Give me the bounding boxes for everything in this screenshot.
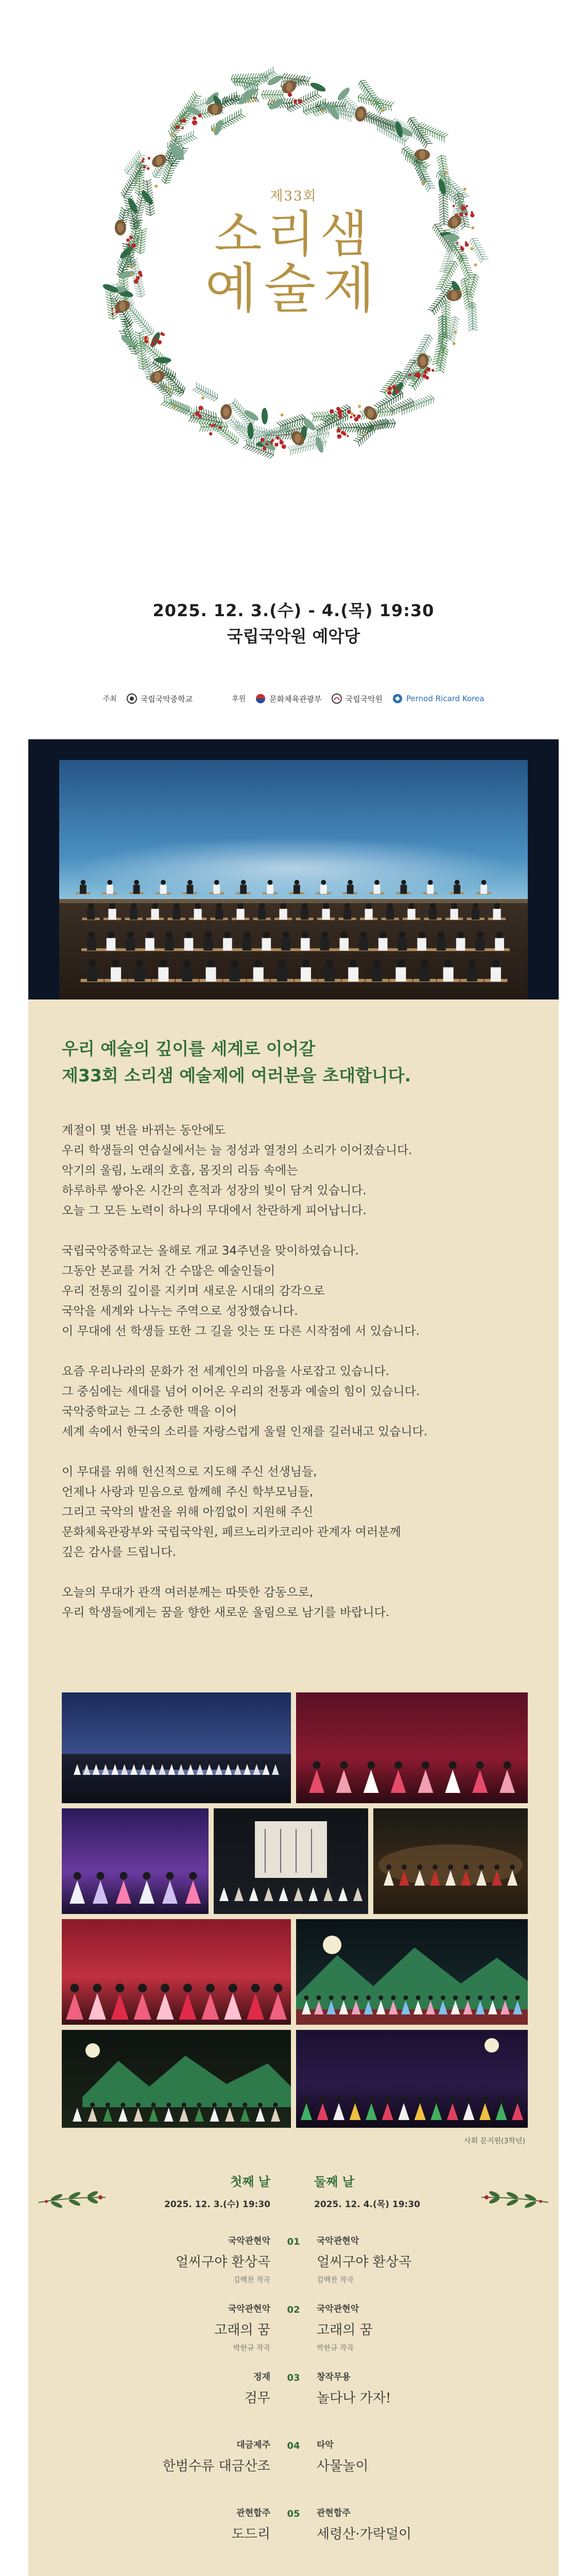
day1-title: 첫째 날 <box>230 2175 270 2189</box>
photo-mountain-stage <box>296 1919 528 2025</box>
performance-photo-collage <box>62 1692 528 2128</box>
photo-fan-dance-image <box>62 1919 291 2025</box>
headline-line-1: 우리 예술의 깊이를 세계로 이어갈 <box>62 1039 316 1059</box>
letter-line: 우리 전통의 깊이를 지키며 새로운 시대의 감각으로 <box>62 1284 325 1298</box>
program-row <box>28 2573 559 2576</box>
program-number: 05 <box>287 2509 300 2519</box>
day2-item <box>317 2301 502 2353</box>
genre-label: 국악관현악 <box>317 2236 359 2246</box>
genre-label: 국악관현악 <box>228 2236 270 2246</box>
edition-label: 제33회 <box>270 189 317 204</box>
supporter-name-2: 국립국악원 <box>345 694 383 704</box>
photo-screen-performers-image <box>62 2030 291 2128</box>
genre-label: 대금제주 <box>236 2440 270 2450</box>
genre-label: 국악관현악 <box>228 2304 270 2314</box>
nationalgugak-logo-icon <box>331 693 342 704</box>
event-date: 2025. 12. 3.(수) - 4.(목) 19:30 <box>152 601 435 620</box>
program-row <box>28 2301 559 2363</box>
program-row <box>28 2233 559 2295</box>
photo-screen-ensemble <box>214 1808 368 1914</box>
collage-caption: 사회 문지원(3학년) <box>464 2137 525 2145</box>
letter-line: 그 중심에는 세대를 넘어 이어온 우리의 전통과 예술의 힘이 있습니다. <box>62 1385 420 1398</box>
holly-sprig-icon <box>479 2182 551 2213</box>
composer-credit: 김백찬 작곡 <box>233 2276 270 2284</box>
program-number: 02 <box>287 2304 300 2315</box>
letter-line: 하루하루 쌓아온 시간의 흔적과 성장의 빛이 담겨 있습니다. <box>62 1184 367 1197</box>
letter-line: 세계 속에서 한국의 소리를 자랑스럽게 울릴 인재를 길러내고 있습니다. <box>62 1425 428 1438</box>
letter-paragraph-1 <box>62 1121 536 1221</box>
letter-line: 오늘의 무대가 관객 여러분께는 따뜻한 감동으로, <box>62 1586 314 1599</box>
photo-screen-performers <box>62 2030 291 2128</box>
piece-title: 세령산·가락덜이 <box>317 2527 412 2542</box>
support-label: 후원 <box>232 695 246 703</box>
genre-label: 창작무용 <box>317 2372 351 2382</box>
title-line-2: 예술제 <box>205 257 382 320</box>
letter-line: 악기의 울림, 노래의 호흡, 몸짓의 리듬 속에는 <box>62 1164 298 1177</box>
pernod-logo-icon <box>392 693 403 704</box>
letter-line: 우리 학생들의 연습실에서는 늘 정성과 열정의 소리가 이어졌습니다. <box>62 1144 412 1157</box>
genre-label: 관현합주 <box>317 2508 351 2518</box>
letter-paragraph-2 <box>62 1241 536 1342</box>
composer-credit: 박한규 작곡 <box>317 2344 354 2352</box>
host-logo <box>126 693 193 704</box>
photo-dance-purple <box>62 1808 209 1914</box>
day2-date: 2025. 12. 4.(목) 19:30 <box>314 2199 421 2210</box>
day1-date: 2025. 12. 3.(수) 19:30 <box>164 2199 270 2210</box>
letter-line: 국악중학교는 그 소중한 맥을 이어 <box>62 1405 237 1418</box>
photo-percussion-image <box>373 1808 528 1914</box>
headline-line-2: 제33회 소리샘 예술제에 여러분을 초대합니다. <box>62 1065 411 1086</box>
photo-mountain-stage-image <box>296 1919 528 2025</box>
supporter-logo-1 <box>255 693 321 704</box>
piece-title: 검무 <box>244 2391 270 2406</box>
letter-line: 이 무대를 위해 헌신적으로 지도해 주신 선생님들, <box>62 1465 317 1479</box>
letter-paragraph-4 <box>62 1462 536 1563</box>
piece-title: 얼씨구야 환상곡 <box>317 2255 412 2270</box>
letter-line: 국립국악중학교는 올해로 개교 34주년을 맞이하였습니다. <box>62 1244 359 1258</box>
day2-item <box>317 2505 502 2543</box>
piece-title: 놀다나 가자! <box>317 2391 391 2406</box>
piece-title: 한범수류 대금산조 <box>162 2459 270 2474</box>
hero-section <box>0 0 587 572</box>
genre-label: 국악관현악 <box>317 2304 359 2314</box>
photo-percussion <box>373 1808 528 1914</box>
letter-line: 그동안 본교를 거쳐 간 수많은 예술인들이 <box>62 1264 275 1278</box>
photo-screen-ensemble-image <box>214 1808 368 1914</box>
invitation-letter <box>62 1121 536 1643</box>
program-number: 01 <box>287 2236 300 2247</box>
host-name: 국립국악중학교 <box>140 694 193 704</box>
day2-title: 둘째 날 <box>314 2175 354 2189</box>
genre-label <box>85 2573 270 2576</box>
event-title-block <box>0 185 587 320</box>
letter-paragraph-3 <box>62 1362 536 1442</box>
supporter-logo-2 <box>331 693 383 704</box>
day1-item <box>85 2369 270 2406</box>
piece-title: 고래의 꿈 <box>317 2323 373 2338</box>
day1-item <box>85 2437 270 2475</box>
day2-header <box>314 2172 427 2210</box>
ministry-logo-icon <box>255 693 266 704</box>
piece-title: 얼씨구야 환상곡 <box>175 2255 270 2270</box>
program-row <box>28 2437 559 2499</box>
event-venue: 국립국악원 예악당 <box>227 626 360 646</box>
title-line-1: 소리샘 <box>214 206 373 263</box>
photo-drama-stage-image <box>296 2030 528 2128</box>
piece-title: 도드리 <box>231 2527 270 2542</box>
photo-dance-red-image <box>296 1692 528 1803</box>
supporter-logo-3 <box>392 693 484 704</box>
piece-title: 사물놀이 <box>317 2459 369 2474</box>
photo-drama-stage <box>296 2030 528 2128</box>
day1-item <box>85 2573 270 2576</box>
holly-sprig-icon <box>36 2182 108 2213</box>
program-list <box>28 2172 559 2576</box>
school-seal-icon <box>126 693 137 704</box>
host-label: 주최 <box>102 695 117 703</box>
day1-item <box>85 2505 270 2543</box>
letter-line: 요즘 우리나라의 문화가 전 세계인의 마음을 사로잡고 있습니다. <box>62 1365 390 1378</box>
orchestra-stage-image <box>28 739 559 999</box>
genre-label: 관현합주 <box>236 2508 270 2518</box>
orchestra-photo <box>28 739 559 999</box>
letter-line: 오늘 그 모든 노력이 하나의 무대에서 찬란하게 피어납니다. <box>62 1204 367 1217</box>
program-row <box>28 2369 559 2431</box>
letter-line: 깊은 감사를 드립니다. <box>62 1546 176 1559</box>
program-number: 03 <box>287 2372 300 2383</box>
supporter-name-3: Pernod Ricard Korea <box>406 694 485 703</box>
genre-label <box>317 2573 502 2576</box>
letter-line: 이 무대에 선 학생들 또한 그 길을 잇는 또 다른 시작점에 서 있습니다. <box>62 1325 420 1338</box>
day2-item <box>317 2369 502 2406</box>
genre-label: 타악 <box>317 2440 334 2450</box>
sponsor-bar <box>0 693 587 704</box>
letter-line: 계절이 몇 번을 바뀌는 동안에도 <box>62 1124 226 1137</box>
letter-line: 언제나 사랑과 믿음으로 함께해 주신 학부모님들, <box>62 1485 314 1499</box>
photo-orchestra-blue <box>62 1692 291 1803</box>
program-number: 04 <box>287 2441 300 2451</box>
letter-line: 국악을 세계와 나누는 주역으로 성장했습니다. <box>62 1304 298 1318</box>
day2-item <box>317 2233 502 2285</box>
invitation-headline <box>62 1036 411 1089</box>
invitation-panel <box>28 739 559 2576</box>
genre-label: 정재 <box>253 2372 270 2382</box>
photo-fan-dance <box>62 1919 291 2025</box>
day1-header <box>157 2172 270 2210</box>
photo-dance-red <box>296 1692 528 1803</box>
day2-item <box>317 2573 502 2576</box>
day1-item <box>85 2301 270 2353</box>
photo-orchestra-blue-image <box>62 1692 291 1803</box>
composer-credit: 김백찬 작곡 <box>317 2276 354 2284</box>
day2-item <box>317 2437 502 2475</box>
composer-credit: 박한규 작곡 <box>233 2344 270 2352</box>
program-row <box>28 2505 559 2567</box>
supporter-name-1: 문화체육관광부 <box>269 694 322 704</box>
day1-item <box>85 2233 270 2285</box>
letter-line: 우리 학생들에게는 꿈을 향한 새로운 울림으로 남기를 바랍니다. <box>62 1606 390 1619</box>
letter-line: 문화체육관광부와 국립국악원, 페르노리카코리아 관계자 여러분께 <box>62 1526 401 1539</box>
piece-title: 고래의 꿈 <box>214 2323 270 2338</box>
photo-dance-purple-image <box>62 1808 209 1914</box>
letter-paragraph-5 <box>62 1583 536 1623</box>
letter-line: 그리고 국악의 발전을 위해 아낌없이 지원해 주신 <box>62 1505 314 1519</box>
